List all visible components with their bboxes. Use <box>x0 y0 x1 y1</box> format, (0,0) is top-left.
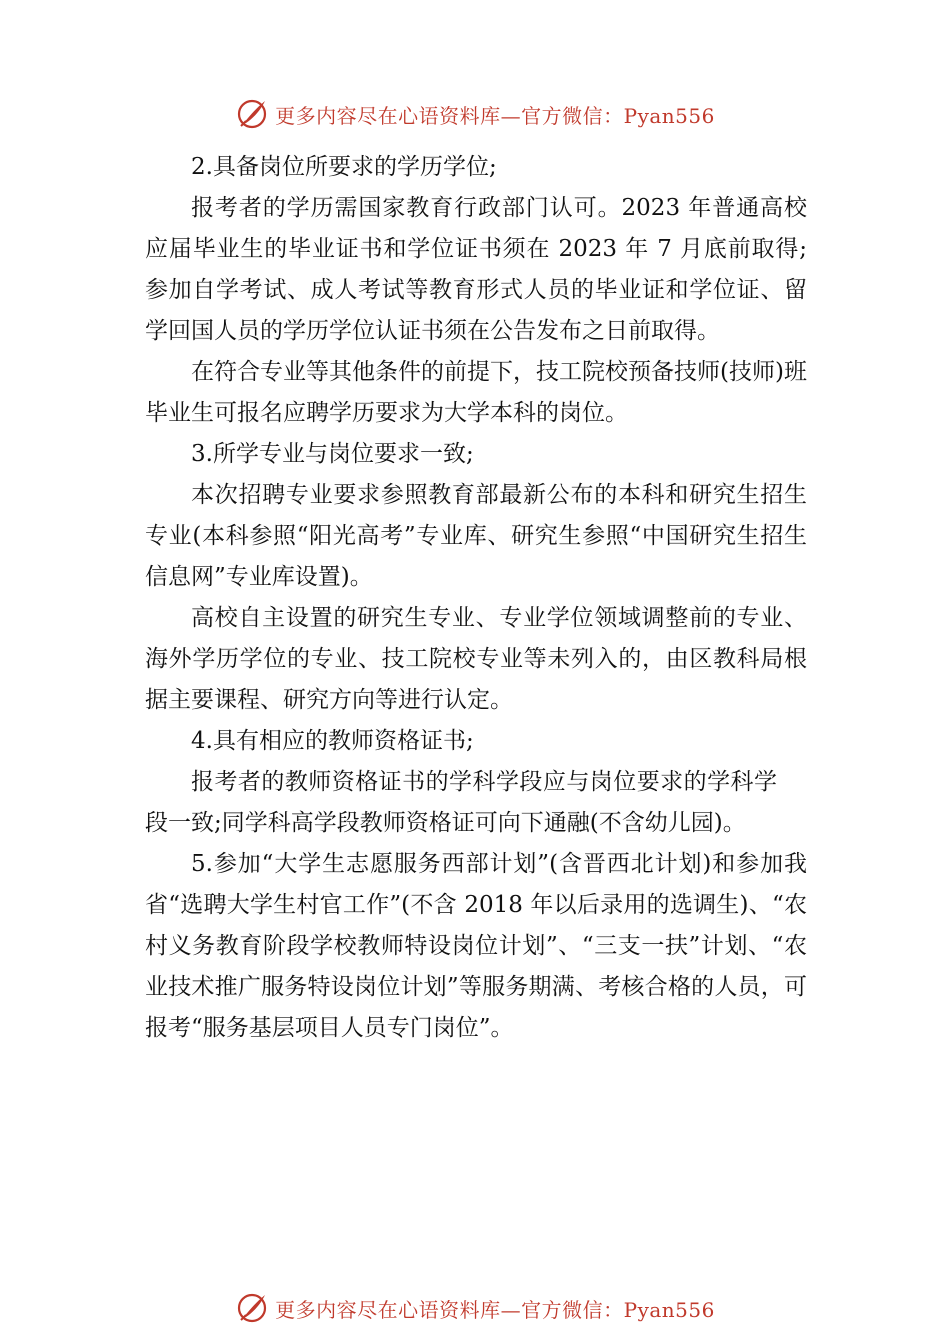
document-body <box>145 147 807 1049</box>
paragraph-item-8: 报考者的教师资格证书的学科学段应与岗位要求的学科学段一致;同学科高学段教师资格证可向下通融(不含幼儿园)。 <box>145 769 777 836</box>
paragraph-item-2: 报考者的学历需国家教育行政部门认可。2023 年普通高校应届毕业生的毕业证书和学位证书须在 2023 年 7 月底前取得;参加自学考试、成人考试等教育形式人员的毕业证和学位证、留学回国人员的学历学位认证书须在公告发布之日前取得。 <box>145 195 807 344</box>
watermark-text: 更多内容尽在心语资料库—官方微信：Pyan556 <box>275 103 715 128</box>
quill-pen-logo-icon <box>235 1291 269 1325</box>
paragraph-item-4: 3.所学专业与岗位要求一致; <box>191 441 474 467</box>
footer-watermark <box>0 1288 950 1328</box>
quill-pen-logo-icon <box>235 97 269 131</box>
watermark-text: 更多内容尽在心语资料库—官方微信：Pyan556 <box>275 1297 715 1322</box>
paragraph-item-6: 高校自主设置的研究生专业、专业学位领域调整前的专业、海外学历学位的专业、技工院校专业等未列入的，由区教科局根据主要课程、研究方向等进行认定。 <box>145 605 807 713</box>
paragraph-item-5: 本次招聘专业要求参照教育部最新公布的本科和研究生招生专业(本科参照“阳光高考”专业库、研究生参照“中国研究生招生信息网”专业库设置)。 <box>145 482 807 590</box>
paragraph-item-7: 4.具有相应的教师资格证书; <box>191 728 474 754</box>
paragraph-item-9: 5.参加“大学生志愿服务西部计划”(含晋西北计划)和参加我省“选聘大学生村官工作”(不含 2018 年以后录用的选调生)、“农村义务教育阶段学校教师特设岗位计划”、“三支一扶”计划、“农业技术推广服务特设岗位计划”等服务期满、考核合格的人员，可报考“服务基层项目人员专门岗位”。 <box>145 851 807 1041</box>
header-watermark <box>0 94 950 134</box>
paragraph-item-3: 在符合专业等其他条件的前提下，技工院校预备技师(技师)班毕业生可报名应聘学历要求为大学本科的岗位。 <box>145 359 807 426</box>
paragraph-item-1: 2.具备岗位所要求的学历学位; <box>191 154 497 180</box>
